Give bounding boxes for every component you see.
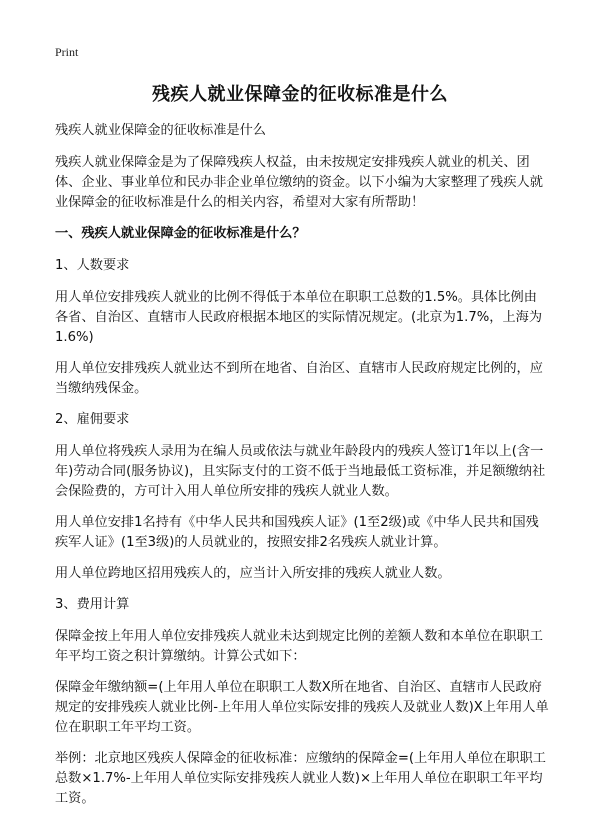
- item-heading-headcount: 1、人数要求: [55, 258, 130, 273]
- page-title: 残疾人就业保障金的征收标准是什么: [152, 84, 448, 105]
- paragraph: 用人单位安排残疾人就业的比例不得低于本单位在职职工总数的1.5%。具体比例由各省、自治区、直辖市人民政府根据本地区的实际情况规定。(北京为1.7%，上海为1.6%): [55, 290, 543, 345]
- article-body: [55, 121, 550, 820]
- paragraph: 用人单位安排残疾人就业达不到所在地省、自治区、直辖市人民政府规定比例的，应当缴纳残保金。: [55, 361, 543, 396]
- paragraph: 用人单位安排1名持有《中华人民共和国残疾人证》(1至2级)或《中华人民共和国残疾军人证》(1至3级)的人员就业的，按照安排2名残疾人就业计算。: [55, 515, 539, 550]
- formula-paragraph: 保障金年缴纳额=(上年用人单位在职职工人数X所在地省、自治区、直辖市人民政府规定的安排残疾人就业比例-上年用人单位实际安排的残疾人及就业人数)X上年用人单位在职职工年平均工资。: [55, 680, 549, 735]
- item-heading-calculation: 3、费用计算: [55, 597, 130, 612]
- example-paragraph: 举例：北京地区残疾人保障金的征收标准：应缴纳的保障金=(上年用人单位在职职工总数×1.7%-上年用人单位实际安排残疾人就业人数)×上年用人单位在职职工年平均工资。: [55, 751, 546, 806]
- paragraph: 用人单位将残疾人录用为在编人员或依法与就业年龄段内的残疾人签订1年以上(含一年)劳动合同(服务协议)，且实际支付的工资不低于当地最低工资标准，并足额缴纳社会保险费的，方可计入用人单位所安排的残疾人就业人数。: [55, 444, 546, 499]
- print-link[interactable]: Print: [55, 45, 79, 59]
- intro-paragraph: 残疾人就业保障金是为了保障残疾人权益，由未按规定安排残疾人就业的机关、团体、企业、事业单位和民办非企业单位缴纳的资金。以下小编为大家整理了残疾人就业保障金的征收标准是什么的相关内容，希望对大家有所帮助！: [55, 155, 543, 210]
- paragraph: 保障金按上年用人单位安排残疾人就业未达到规定比例的差额人数和本单位在职职工年平均工资之积计算缴纳。计算公式如下：: [55, 629, 543, 664]
- item-heading-employment: 2、雇佣要求: [55, 412, 130, 427]
- section-heading: 一、残疾人就业保障金的征收标准是什么？: [55, 226, 306, 241]
- paragraph: 用人单位跨地区招用残疾人的，应当计入所安排的残疾人就业人数。: [55, 566, 451, 581]
- article-subtitle: 残疾人就业保障金的征收标准是什么: [55, 123, 266, 138]
